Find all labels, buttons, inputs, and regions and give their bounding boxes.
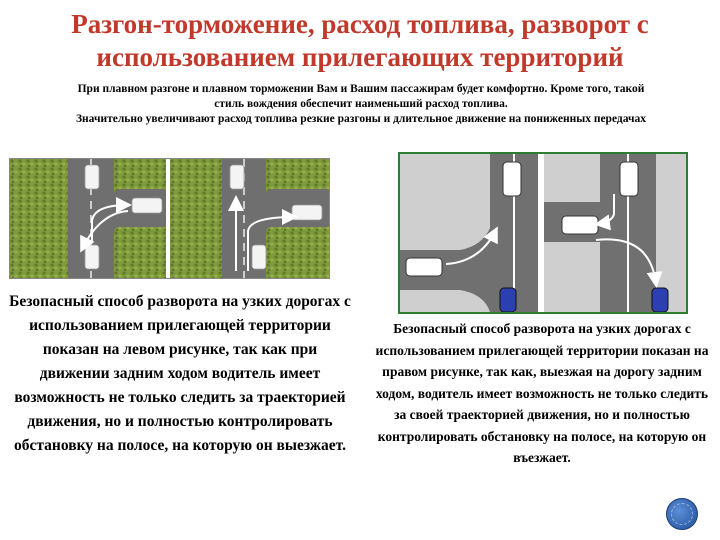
car-icon	[503, 162, 521, 196]
car-icon	[132, 198, 162, 213]
right-illustration-svg	[400, 154, 686, 312]
car-icon	[500, 288, 516, 312]
car-icon	[292, 205, 322, 220]
right-panel-2	[544, 154, 686, 312]
intro-line-1: При плавном разгоне и плавном торможении Вам и Вашим пассажирам будет комфортно. Кроме того, такой	[77, 83, 645, 95]
car-icon	[85, 245, 99, 269]
intro-line-3: Значительно увеличивают расход топлива резкие разгоны и длительное движение на пониженных передачах	[75, 113, 646, 125]
car-icon	[252, 245, 266, 269]
car-icon	[652, 288, 668, 312]
car-icon	[562, 216, 598, 234]
left-caption: Безопасный способ разворота на узких дорогах с использованием прилегающей территории показан на левом рисунке, так как при движении задним ходом водитель имеет возможность не только следить за траекторией движения, но и полностью контролировать обстановку на полосе, на которую он выезжает.	[9, 293, 351, 454]
car-icon	[620, 162, 638, 196]
left-panel-1	[10, 159, 166, 278]
left-panel-2	[170, 159, 329, 278]
right-uturn-illustration	[398, 152, 688, 314]
slide-title: Разгон-торможение, расход топлива, разворот с использованием прилегающих территорий	[71, 9, 649, 72]
car-icon	[230, 165, 244, 189]
right-caption: Безопасный способ разворота на узких дорогах с использованием прилегающей территории показан на правом рисунке, так как, выезжая на дорогу задним ходом, водитель имеет возможность не только следить за своей траекторией движения, но и полностью контролировать обстановку на полосе, на которую он въезжает.	[375, 321, 709, 465]
intro-line-2: стиль вождения обеспечит наименьший расход топлива.	[214, 98, 508, 110]
car-icon	[85, 165, 99, 189]
round-nav-button-icon[interactable]	[666, 498, 698, 530]
car-icon	[406, 258, 442, 276]
left-illustration-svg	[10, 159, 329, 278]
left-uturn-illustration	[9, 158, 330, 279]
intro-text	[8, 82, 714, 127]
